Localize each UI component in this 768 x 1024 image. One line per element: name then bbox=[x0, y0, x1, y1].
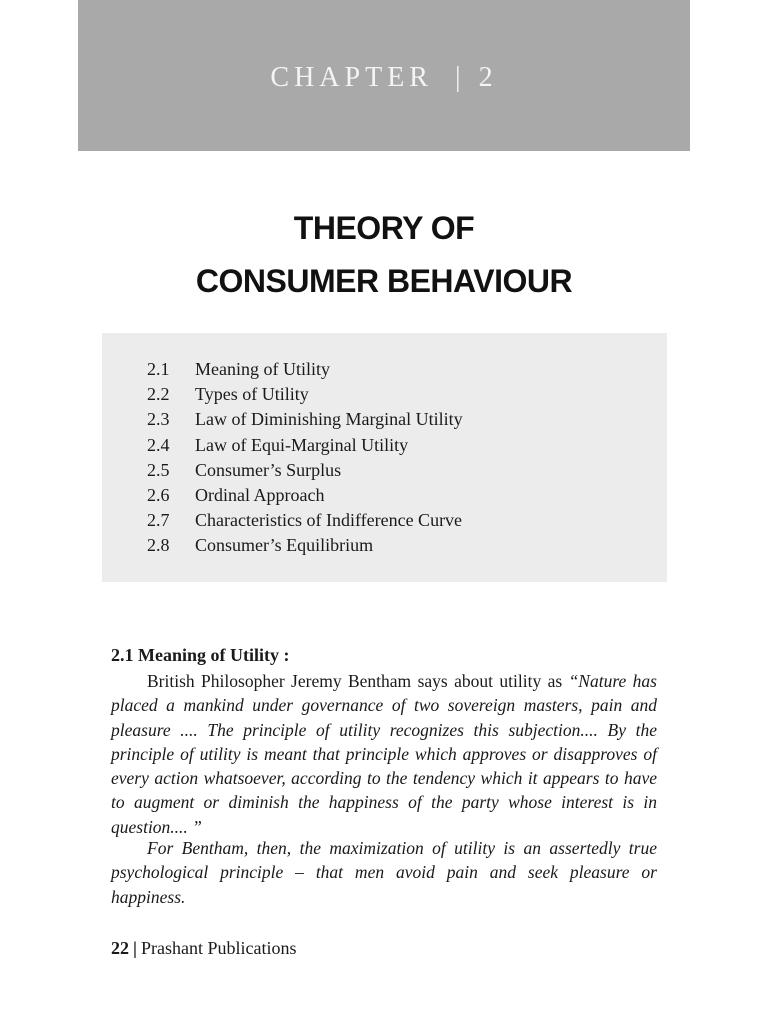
contents-box bbox=[102, 333, 667, 582]
contents-item-label: Meaning of Utility bbox=[195, 359, 330, 379]
publisher-name: Prashant Publications bbox=[140, 938, 297, 958]
chapter-word: CHAPTER bbox=[270, 62, 433, 93]
contents-item-number: 2.7 bbox=[147, 510, 170, 531]
contents-item-label: Consumer’s Surplus bbox=[195, 459, 342, 480]
chapter-title-line-1: THEORY OF bbox=[293, 210, 475, 246]
chapter-title-line-2: CONSUMER BEHAVIOUR bbox=[195, 263, 573, 299]
contents-item bbox=[147, 458, 463, 483]
contents-item bbox=[147, 407, 463, 432]
contents-item-number: 2.8 bbox=[147, 535, 170, 556]
chapter-banner bbox=[78, 0, 690, 151]
contents-item bbox=[147, 483, 463, 508]
contents-item-label: Law of Equi-Marginal Utility bbox=[195, 434, 409, 455]
contents-item-number: 2.6 bbox=[147, 484, 170, 505]
contents-item bbox=[147, 508, 463, 533]
contents-item-number: 2.3 bbox=[147, 409, 170, 430]
paragraph-bentham-maximization: For Bentham, then, the maximization of utility is an assertedly true psychological principle – that men avoid pain and seek pleasure or happiness. bbox=[111, 838, 657, 907]
page-number: 22 bbox=[111, 938, 129, 958]
contents-item-number: 2.1 bbox=[147, 359, 170, 379]
contents-item bbox=[147, 382, 463, 407]
chapter-heading bbox=[78, 62, 690, 94]
contents-item-label: Types of Utility bbox=[195, 384, 309, 405]
contents-item bbox=[147, 433, 463, 458]
contents-item-label: Law of Diminishing Marginal Utility bbox=[195, 409, 463, 430]
contents-item-label: Consumer’s Equilibrium bbox=[195, 535, 374, 556]
contents-item bbox=[147, 357, 463, 382]
bentham-quote: “Nature has placed a mankind under governance of two sovereign masters, pain and pleasure .... The principle of utility recognizes this subjection.... By the principle of utility is meant that principle which approves or disapproves of every action whatsoever, according to the tendency which it appears to have to augment or diminish the happiness of the party whose interest is in question.... ” bbox=[111, 671, 657, 837]
paragraph-bentham-quote bbox=[111, 669, 657, 839]
contents-item-label: Ordinal Approach bbox=[195, 484, 325, 505]
paragraph-intro: British Philosopher Jeremy Bentham says about utility as bbox=[147, 671, 569, 691]
chapter-separator: | bbox=[454, 62, 461, 93]
contents-item-label: Characteristics of Indifference Curve bbox=[195, 510, 463, 531]
page-footer bbox=[111, 938, 296, 959]
contents-item-number: 2.4 bbox=[147, 434, 170, 455]
footer-separator: | bbox=[133, 938, 137, 958]
contents-item bbox=[147, 533, 463, 558]
contents-item-number: 2.2 bbox=[147, 384, 170, 405]
contents-list bbox=[147, 357, 463, 559]
chapter-number: 2 bbox=[478, 62, 498, 93]
contents-item-number: 2.5 bbox=[147, 459, 170, 480]
section-heading: 2.1 Meaning of Utility : bbox=[111, 645, 290, 665]
